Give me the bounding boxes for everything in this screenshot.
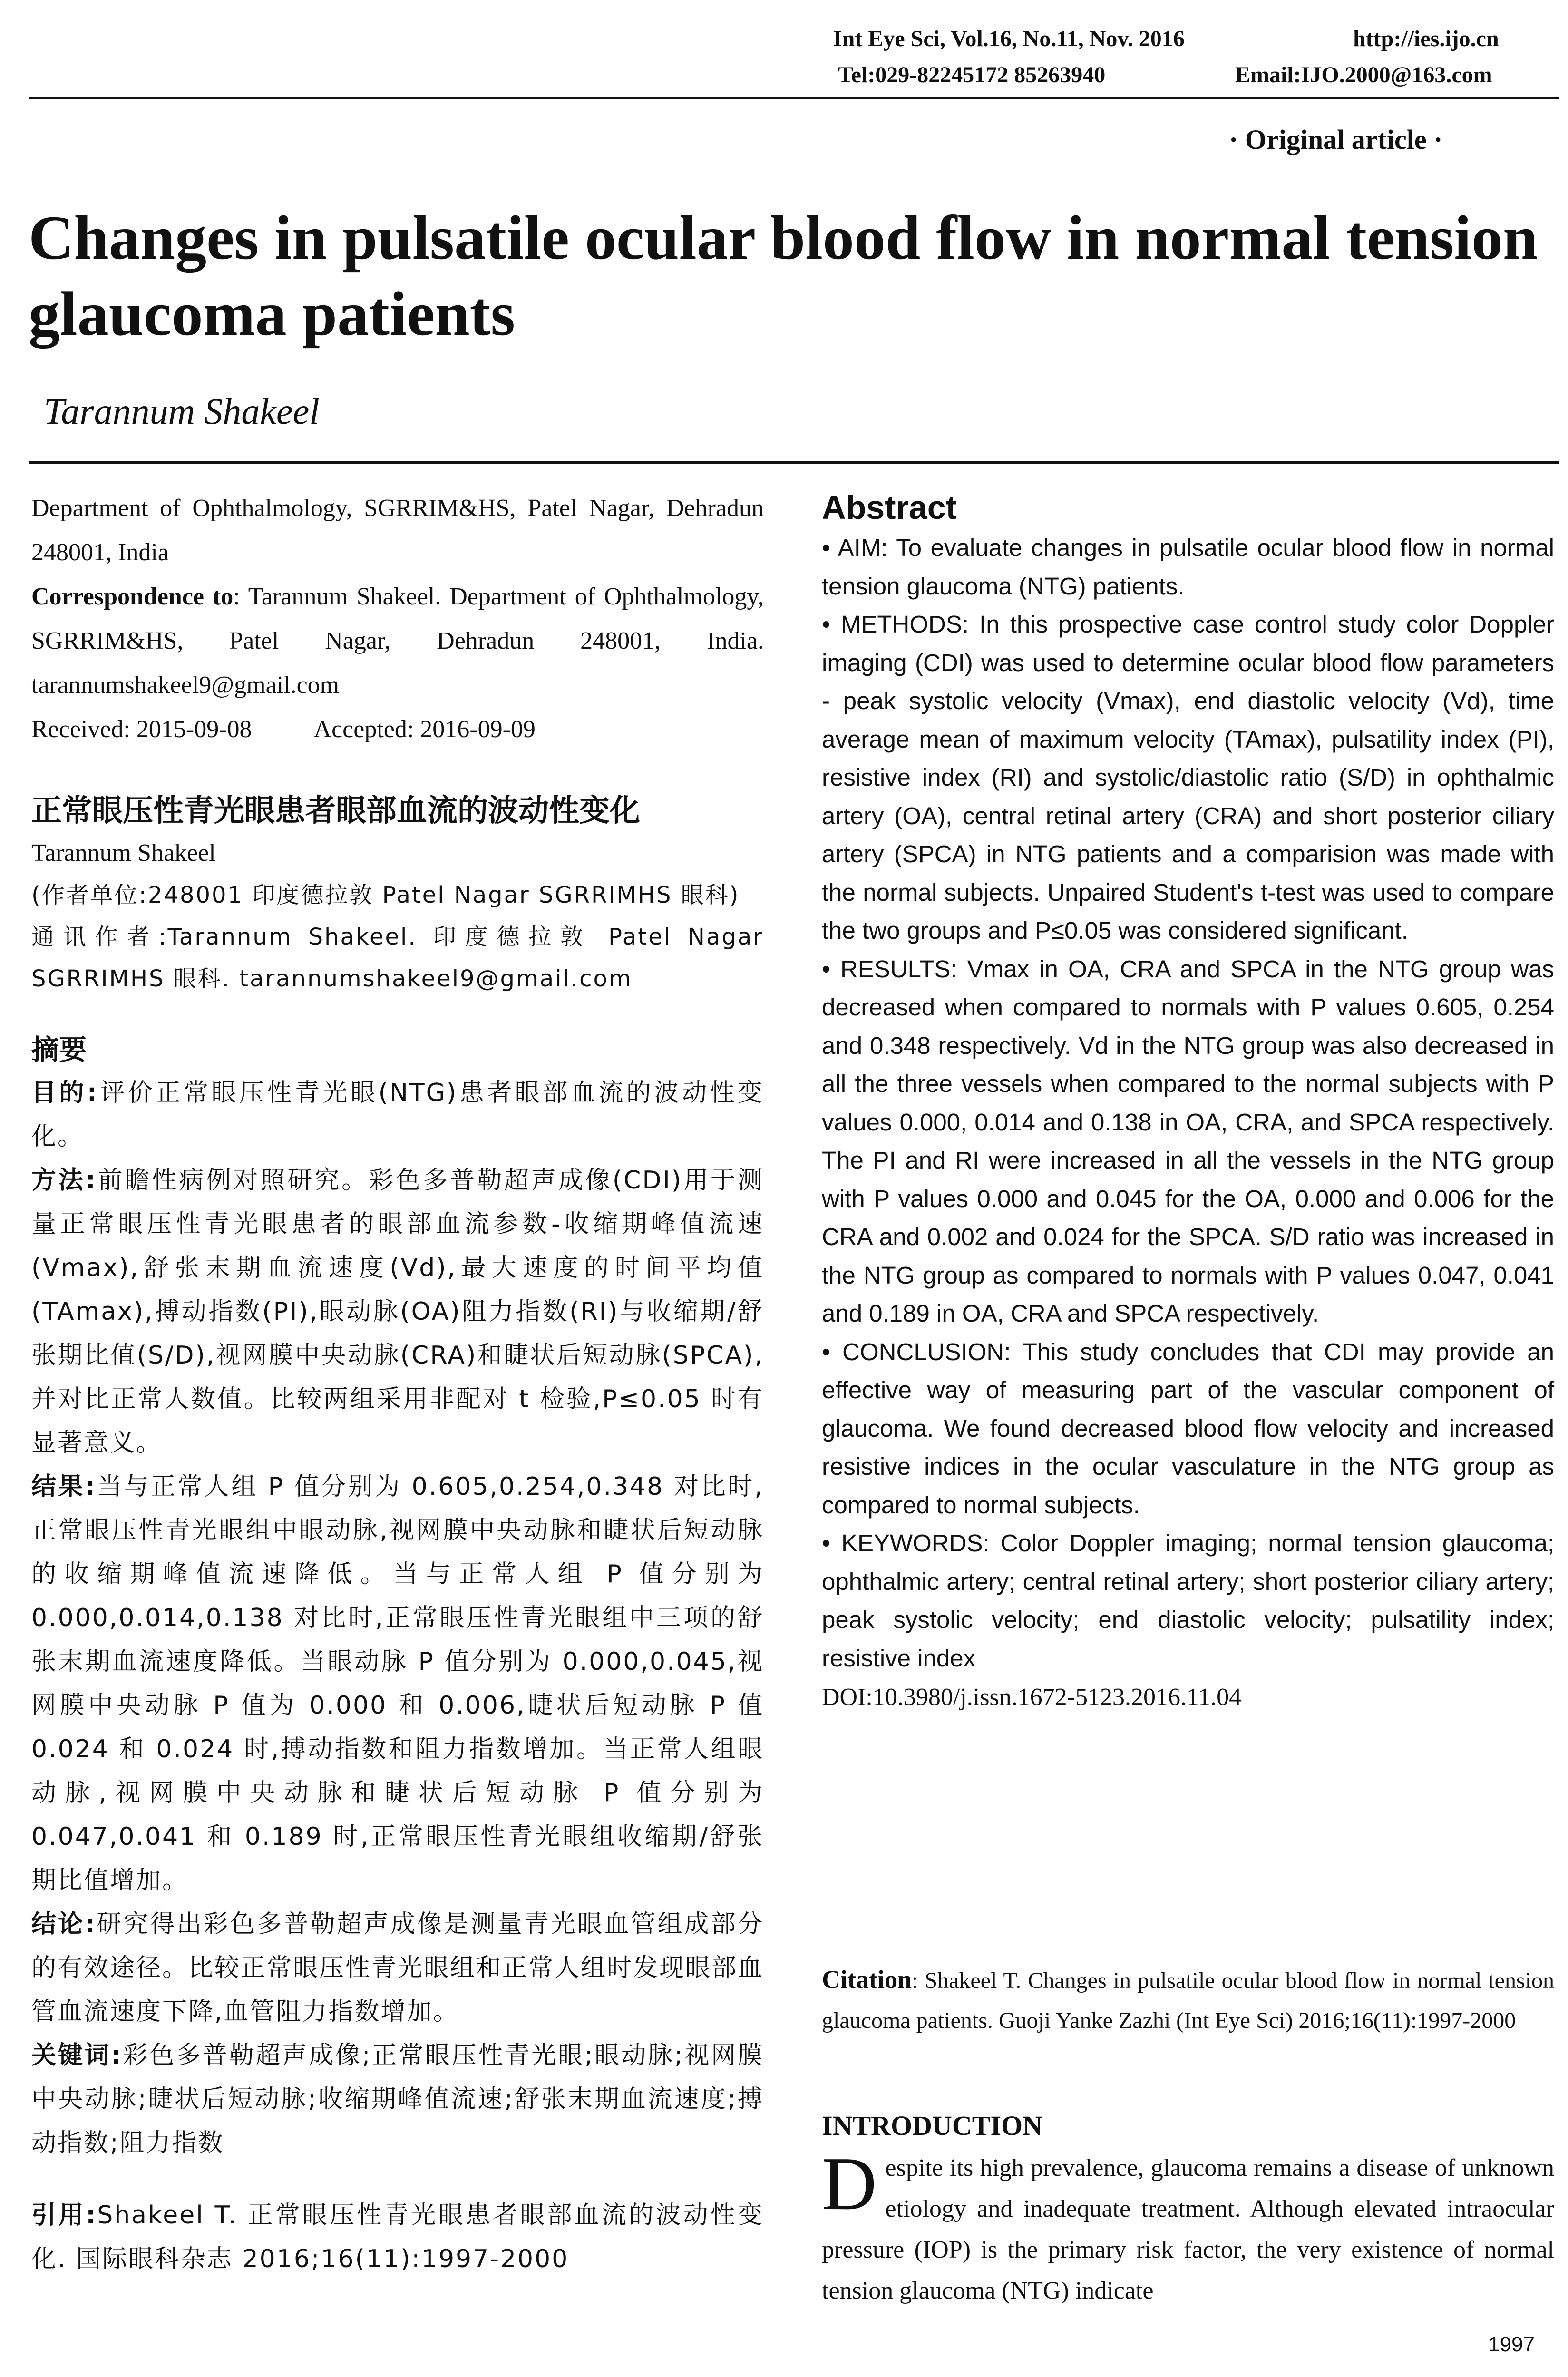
journal-tel: Tel:029-82245172 85263940 xyxy=(838,62,1106,88)
page-number: 1997 xyxy=(1488,2333,1535,2356)
chinese-results-text: 当与正常人组 P 值分别为 0.605,0.254,0.348 对比时,正常眼压性青光眼组中眼动脉,视网膜中央动脉和睫状后短动脉的收缩期峰值流速降低。当与正常人组 P 值分别为 0.000,0.014,0.138 对比时,正常眼压性青光眼组中三项的舒张末期血流速度降低。当眼动脉 P 值分别为 0.000,0.045,视网膜中央动脉 P 值为 0.000 和 0.006,睫状后短动脉 P 值 0.024 和 0.024 时,搏动指数和阻力指数增加。当正常人组眼动脉,视网膜中央动脉和睫状后短动脉 P 值分别为 0.047,0.041 和 0.189 时,正常眼压性青光眼组收缩期/舒张期比值增加。 xyxy=(31,1472,764,1895)
article-author: Tarannum Shakeel xyxy=(44,390,320,432)
chinese-methods-label: 方法: xyxy=(31,1166,97,1195)
introduction-body: espite its high prevalence, glaucoma remains a disease of unknown etiology and inadequate treatment. Although elevated intraocular pressure (IOP) is the primary risk factor, the very existence of normal tension glaucoma (NTG) indicate xyxy=(822,2154,1554,2304)
chinese-unit: (作者单位:248001 印度德拉敦 Patel Nagar SGRRIMHS 眼科) xyxy=(31,882,740,908)
abstract-conclusion-label: CONCLUSION xyxy=(842,1338,1004,1365)
citation xyxy=(822,1959,1554,2041)
journal-info: Int Eye Sci, Vol.16, No.11, Nov. 2016 xyxy=(833,26,1185,51)
dropcap-letter: D xyxy=(822,2141,877,2226)
abstract-body xyxy=(822,529,1554,1677)
abstract-methods-text: : In this prospective case control study color Doppler imaging (CDI) was used to determine ocular blood flow parameters - peak systolic velocity (Vmax), end diastolic velocity (Vd), time average mean of maximum velocity (TAmax), pulsatility index (PI), resistive index (RI) and systolic/diastolic ratio (S/D) in ophthalmic artery (OA), central retinal artery (CRA) and short posterior ciliary artery (SPCA) in NTG patients and a comparision was made with the normal subjects. Unpaired Student's t-test was used to compare the two groups and P≤0.05 was considered significant. xyxy=(822,611,1554,944)
chinese-aim-text: 评价正常眼压性青光眼(NTG)患者眼部血流的波动性变化。 xyxy=(31,1079,764,1151)
citation-block xyxy=(822,1959,1554,2041)
abstract-conclusion-text: : This study concludes that CDI may provide an effective way of measuring part of the vascular component of glaucoma. We found decreased blood flow velocity and increased resistive indices in the ocular vasculature in the NTG group as compared to normal subjects. xyxy=(822,1338,1554,1519)
chinese-keywords xyxy=(31,2034,764,2165)
abstract-section xyxy=(822,486,1554,1717)
abstract-keywords-label: KEYWORDS xyxy=(841,1529,983,1557)
abstract-doi[interactable]: DOI:10.3980/j.issn.1672-5123.2016.11.04 xyxy=(822,1684,1242,1711)
chinese-correspondence: 通讯作者:Tarannum Shakeel. 印度德拉敦 Patel Nagar SGRRIMHS 眼科. tarannumshakeel9@gmail.com xyxy=(31,924,764,992)
chinese-section xyxy=(31,789,764,2281)
chinese-citation-label: 引用: xyxy=(31,2201,97,2230)
chinese-results-label: 结果: xyxy=(31,1472,97,1501)
chinese-abstract-heading: 摘要 xyxy=(31,1033,87,1066)
abstract-results: • RESULTS: Vmax in OA, CRA and SPCA in the NTG group was decreased when compared to normals with P values 0.605, 0.254 and 0.348 respectively. Vd in the NTG group was also decreased in all the three vessels when compared to the normal subjects with P values 0.000, 0.014 and 0.138 in OA, CRA, and SPCA respectively. The PI and RI were increased in all the vessels in the NTG group with P values 0.000 and 0.045 for the OA, 0.000 and 0.006 for the CRA and 0.002 and 0.024 for the SPCA. S/D ratio was increased in the NTG group as compared to normals with P values 0.047, 0.041 and 0.189 in OA, CRA and SPCA respectively. xyxy=(822,955,1554,1327)
chinese-methods xyxy=(31,1159,764,1465)
abstract-aim-label: AIM xyxy=(838,534,881,561)
journal-url[interactable]: http://ies.ijo.cn xyxy=(1353,26,1499,51)
article-type: · Original article · xyxy=(1229,124,1443,155)
chinese-citation xyxy=(31,2193,764,2281)
header-rule xyxy=(29,97,1559,99)
chinese-keywords-text: 彩色多普勒超声成像;正常眼压性青光眼;眼动脉;视网膜中央动脉;睫状后短动脉;收缩期峰值流速;舒张末期血流速度;搏动指数;阻力指数 xyxy=(31,2041,764,2157)
introduction-heading: INTRODUCTION xyxy=(822,2110,1043,2141)
abstract-results-label: RESULTS xyxy=(840,955,951,983)
dates-line xyxy=(31,707,764,751)
chinese-conclusion-label: 结论: xyxy=(31,1910,97,1939)
journal-email[interactable]: Email:IJO.2000@163.com xyxy=(1235,62,1492,88)
correspondence xyxy=(31,575,764,707)
chinese-methods-text: 前瞻性病例对照研究。彩色多普勒超声成像(CDI)用于测量正常眼压性青光眼患者的眼部血流参数-收缩期峰值流速(Vmax),舒张末期血流速度(Vd),最大速度的时间平均值(TAmax),搏动指数(PI),眼动脉(OA)阻力指数(RI)与收缩期/舒张期比值(S/D),视网膜中央动脉(CRA)和睫状后短动脉(SPCA),并对比正常人数值。比较两组采用非配对 t 检验,P≤0.05 时有显著意义。 xyxy=(31,1166,764,1457)
correspondence-label: Correspondence to xyxy=(31,583,234,610)
chinese-aim-label: 目的: xyxy=(31,1079,98,1107)
chinese-author: Tarannum Shakeel xyxy=(31,839,216,867)
abstract-aim: • AIM: To evaluate changes in pulsatile ocular blood flow in normal tension glaucoma (NTG) patients. xyxy=(822,534,1554,600)
citation-text: : Shakeel T. Changes in pulsatile ocular blood flow in normal tension glaucoma patients. Guoji Yanke Zazhi (Int Eye Sci) 2016;16(11):1997-2000 xyxy=(822,1968,1554,2033)
abstract-keywords-text: : Color Doppler imaging; normal tension glaucoma; ophthalmic artery; central retinal artery; short posterior ciliary artery; peak systolic velocity; end diastolic velocity; pulsatility index; resistive index xyxy=(822,1529,1554,1672)
chinese-title: 正常眼压性青光眼患者眼部血流的波动性变化 xyxy=(31,793,640,828)
article-title: Changes in pulsatile ocular blood flow in normal tension glaucoma patients xyxy=(29,203,1538,349)
accepted-date: Accepted: 2016-09-09 xyxy=(313,716,536,743)
received-date: Received: 2015-09-08 xyxy=(31,716,252,743)
affiliation-department: Department of Ophthalmology, SGRRIM&HS, Patel Nagar, Dehradun 248001, India xyxy=(31,495,764,566)
chinese-results xyxy=(31,1465,764,1902)
chinese-conclusion-text: 研究得出彩色多普勒超声成像是测量青光眼血管组成部分的有效途径。比较正常眼压性青光眼组和正常人组时发现眼部血管血流速度下降,血管阻力指数增加。 xyxy=(31,1910,764,2026)
correspondence-text: : Tarannum Shakeel. Department of Ophthalmology, SGRRIM&HS, Patel Nagar, Dehradun 248001, India. tarannumshakeel9@gmail.com xyxy=(31,583,764,699)
introduction-section xyxy=(822,2107,1554,2311)
citation-label: Citation xyxy=(822,1965,912,1994)
chinese-keywords-label: 关键词: xyxy=(31,2041,123,2070)
abstract-methods: • METHODS: In this prospective case control study color Doppler imaging (CDI) was used to determine ocular blood flow parameters - peak systolic velocity (Vmax), end diastolic velocity (Vd), time average mean of maximum velocity (TAmax), pulsatility index (PI), resistive index (RI) and systolic/diastolic ratio (S/D) in ophthalmic artery (OA), central retinal artery (CRA) and short posterior ciliary artery (SPCA) in NTG patients and a comparision was made with the normal subjects. Unpaired Student's t-test was used to compare the two groups and P≤0.05 was considered significant. xyxy=(822,611,1554,944)
chinese-citation-text: Shakeel T. 正常眼压性青光眼患者眼部血流的波动性变化. 国际眼科杂志 2016;16(11):1997-2000 xyxy=(31,2201,764,2273)
affiliation-block xyxy=(31,486,764,751)
abstract-aim-text: : To evaluate changes in pulsatile ocular blood flow in normal tension glaucoma (NTG) patients. xyxy=(822,534,1554,600)
abstract-results-text: : Vmax in OA, CRA and SPCA in the NTG group was decreased when compared to normals with P values 0.605, 0.254 and 0.348 respectively. Vd in the NTG group was also decreased in all the three vessels when compared to the normal subjects with P values 0.000, 0.014 and 0.138 in OA, CRA, and SPCA respectively. The PI and RI were increased in all the vessels in the NTG group with P values 0.000 and 0.045 for the OA, 0.000 and 0.006 for the CRA and 0.002 and 0.024 for the SPCA. S/D ratio was increased in the NTG group as compared to normals with P values 0.047, 0.041 and 0.189 in OA, CRA and SPCA respectively. xyxy=(822,955,1554,1327)
title-rule xyxy=(29,461,1559,464)
chinese-conclusion xyxy=(31,1902,764,2034)
introduction-text xyxy=(822,2141,1554,2311)
abstract-keywords: • KEYWORDS: Color Doppler imaging; normal tension glaucoma; ophthalmic artery; central retinal artery; short posterior ciliary artery; peak systolic velocity; end diastolic velocity; pulsatility index; resistive index xyxy=(822,1529,1554,1672)
abstract-methods-label: METHODS xyxy=(840,611,962,638)
abstract-heading: Abstract xyxy=(822,489,957,526)
chinese-aim xyxy=(31,1071,764,1159)
abstract-conclusion: • CONCLUSION: This study concludes that CDI may provide an effective way of measuring part of the vascular component of glaucoma. We found decreased blood flow velocity and increased resistive indices in the ocular vasculature in the NTG group as compared to normal subjects. xyxy=(822,1338,1554,1519)
